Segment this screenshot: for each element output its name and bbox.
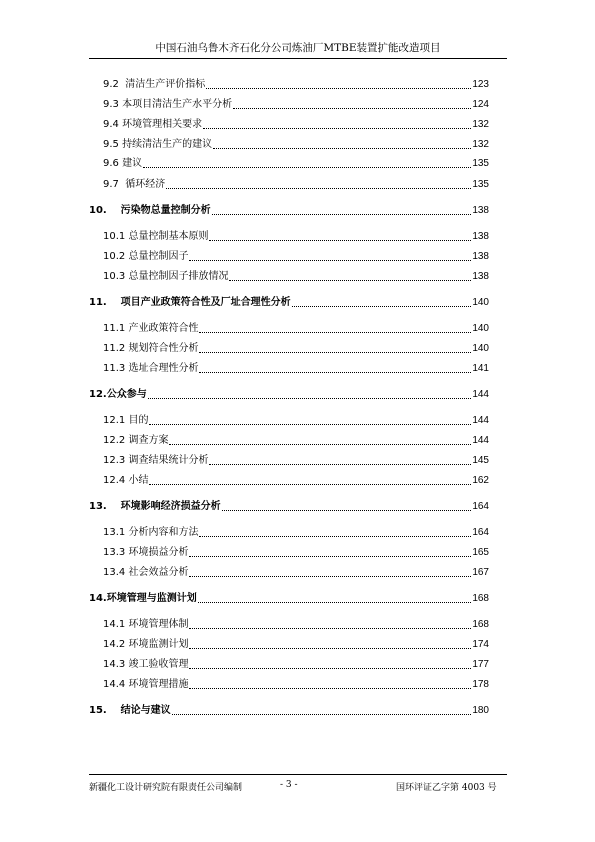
toc-entry-page: 138 (472, 205, 489, 216)
toc-dot-leader (189, 668, 471, 669)
toc-chapter-entry[interactable] (89, 296, 489, 310)
toc-entry-title: 9.6 建议 (103, 158, 143, 169)
toc-section-entry[interactable] (103, 566, 489, 580)
toc-dot-leader (189, 556, 471, 557)
toc-entry-page: 140 (472, 323, 489, 334)
toc-entry-page: 178 (472, 679, 489, 690)
toc-section-entry[interactable] (103, 250, 489, 264)
toc-entry-page: 135 (472, 158, 489, 169)
toc-entry-title: 13.3 环境损益分析 (103, 547, 189, 558)
toc-section-entry[interactable] (103, 434, 489, 448)
toc-entry-title: 11. 项目产业政策符合性及厂址合理性分析 (89, 297, 291, 308)
toc-entry-page: 167 (472, 567, 489, 578)
toc-section-entry[interactable] (103, 546, 489, 560)
toc-dot-leader (199, 536, 471, 537)
toc-dot-leader (143, 167, 471, 168)
toc-dot-leader (169, 444, 471, 445)
toc-section-entry[interactable] (103, 474, 489, 488)
toc-entry-title: 14.3 竣工验收管理 (103, 659, 189, 670)
footer-publisher: 新疆化工设计研究院有限责任公司编制 (89, 783, 243, 793)
toc-section-entry[interactable] (103, 78, 489, 92)
toc-entry-title: 14.环境管理与监测计划 (89, 593, 197, 604)
toc-entry-page: 144 (472, 415, 489, 426)
toc-entry-page: 124 (472, 99, 489, 110)
toc-section-entry[interactable] (103, 322, 489, 336)
toc-entry-page: 132 (472, 119, 489, 130)
toc-entry-title: 14.4 环境管理措施 (103, 679, 189, 690)
toc-entry-page: 140 (472, 297, 489, 308)
toc-section-entry[interactable] (103, 118, 489, 132)
toc-entry-page: 144 (472, 389, 489, 400)
toc-entry-title: 9.4 环境管理相关要求 (103, 119, 203, 130)
toc-chapter-entry[interactable] (89, 704, 489, 718)
toc-entry-title: 11.2 规划符合性分析 (103, 343, 199, 354)
toc-entry-title: 9.3 本项目清洁生产水平分析 (103, 99, 233, 110)
toc-section-entry[interactable] (103, 342, 489, 356)
toc-entry-page: 138 (472, 251, 489, 262)
toc-entry-title: 12.3 调查结果统计分析 (103, 455, 209, 466)
toc-entry-page: 162 (472, 475, 489, 486)
toc-section-entry[interactable] (103, 658, 489, 672)
toc-entry-title: 9.5 持续清洁生产的建议 (103, 139, 213, 150)
toc-entry-title: 11.1 产业政策符合性 (103, 323, 199, 334)
toc-section-entry[interactable] (103, 178, 489, 192)
toc-dot-leader (148, 398, 472, 399)
footer-rule (89, 774, 507, 775)
toc-entry-page: 164 (472, 501, 489, 512)
toc-entry-page: 145 (472, 455, 489, 466)
toc-dot-leader (189, 576, 471, 577)
toc-dot-leader (213, 148, 471, 149)
toc-entry-page: 140 (472, 343, 489, 354)
toc-dot-leader (229, 280, 471, 281)
toc-chapter-entry[interactable] (89, 204, 489, 218)
toc-entry-page: 141 (472, 363, 489, 374)
toc-dot-leader (172, 714, 472, 715)
toc-dot-leader (189, 260, 471, 261)
toc-entry-page: 164 (472, 527, 489, 538)
toc-dot-leader (222, 510, 472, 511)
toc-dot-leader (149, 484, 471, 485)
toc-dot-leader (212, 214, 472, 215)
toc-entry-title: 12.2 调查方案 (103, 435, 169, 446)
toc-dot-leader (233, 108, 471, 109)
toc-dot-leader (199, 332, 471, 333)
toc-chapter-entry[interactable] (89, 500, 489, 514)
toc-entry-title: 9.2 清洁生产评价指标 (103, 79, 206, 90)
toc-dot-leader (203, 128, 471, 129)
toc-dot-leader (189, 628, 471, 629)
toc-dot-leader (292, 306, 472, 307)
toc-section-entry[interactable] (103, 230, 489, 244)
toc-entry-title: 12.4 小结 (103, 475, 149, 486)
toc-section-entry[interactable] (103, 157, 489, 171)
toc-entry-page: 165 (472, 547, 489, 558)
toc-entry-title: 10.2 总量控制因子 (103, 251, 189, 262)
toc-section-entry[interactable] (103, 638, 489, 652)
toc-entry-title: 10.3 总量控制因子排放情况 (103, 271, 229, 282)
toc-dot-leader (209, 464, 471, 465)
toc-entry-page: 138 (472, 271, 489, 282)
toc-dot-leader (189, 688, 471, 689)
toc-dot-leader (198, 602, 472, 603)
toc-section-entry[interactable] (103, 618, 489, 632)
footer-certificate: 国环评证乙字第 4003 号 (396, 783, 497, 793)
toc-dot-leader (149, 424, 471, 425)
toc-entry-title: 9.7 循环经济 (103, 179, 166, 190)
toc-section-entry[interactable] (103, 98, 489, 112)
toc-entry-title: 12.公众参与 (89, 389, 147, 400)
toc-entry-page: 144 (472, 435, 489, 446)
toc-entry-title: 15. 结论与建议 (89, 705, 171, 716)
toc-entry-page: 135 (472, 179, 489, 190)
toc-section-entry[interactable] (103, 362, 489, 376)
toc-dot-leader (206, 88, 471, 89)
toc-section-entry[interactable] (103, 454, 489, 468)
page-number: - 3 - (280, 780, 298, 790)
toc-entry-title: 10.1 总量控制基本原则 (103, 231, 209, 242)
toc-entry-page: 177 (472, 659, 489, 670)
toc-entry-page: 168 (472, 619, 489, 630)
running-header: 中国石油乌鲁木齐石化分公司炼油厂MTBE装置扩能改造项目 (155, 42, 441, 54)
toc-dot-leader (166, 188, 471, 189)
toc-entry-title: 14.2 环境监测计划 (103, 639, 189, 650)
toc-dot-leader (209, 240, 471, 241)
toc-dot-leader (199, 372, 471, 373)
toc-dot-leader (199, 352, 471, 353)
toc-entry-page: 180 (472, 705, 489, 716)
toc-chapter-entry[interactable] (89, 592, 489, 606)
toc-section-entry[interactable] (103, 270, 489, 284)
toc-section-entry[interactable] (103, 138, 489, 152)
toc-entry-page: 168 (472, 593, 489, 604)
toc-entry-title: 14.1 环境管理体制 (103, 619, 189, 630)
toc-entry-title: 12.1 目的 (103, 415, 149, 426)
toc-entry-title: 10. 污染物总量控制分析 (89, 205, 211, 216)
toc-entry-title: 13.4 社会效益分析 (103, 567, 189, 578)
toc-section-entry[interactable] (103, 678, 489, 692)
toc-entry-page: 138 (472, 231, 489, 242)
toc-entry-title: 13. 环境影响经济损益分析 (89, 501, 221, 512)
toc-section-entry[interactable] (103, 526, 489, 540)
toc-dot-leader (189, 648, 471, 649)
toc-entry-page: 174 (472, 639, 489, 650)
toc-section-entry[interactable] (103, 414, 489, 428)
toc-entry-page: 123 (472, 79, 489, 90)
toc-entry-title: 13.1 分析内容和方法 (103, 527, 199, 538)
toc-chapter-entry[interactable] (89, 388, 489, 402)
toc-entry-page: 132 (472, 139, 489, 150)
toc-entry-title: 11.3 选址合理性分析 (103, 363, 199, 374)
